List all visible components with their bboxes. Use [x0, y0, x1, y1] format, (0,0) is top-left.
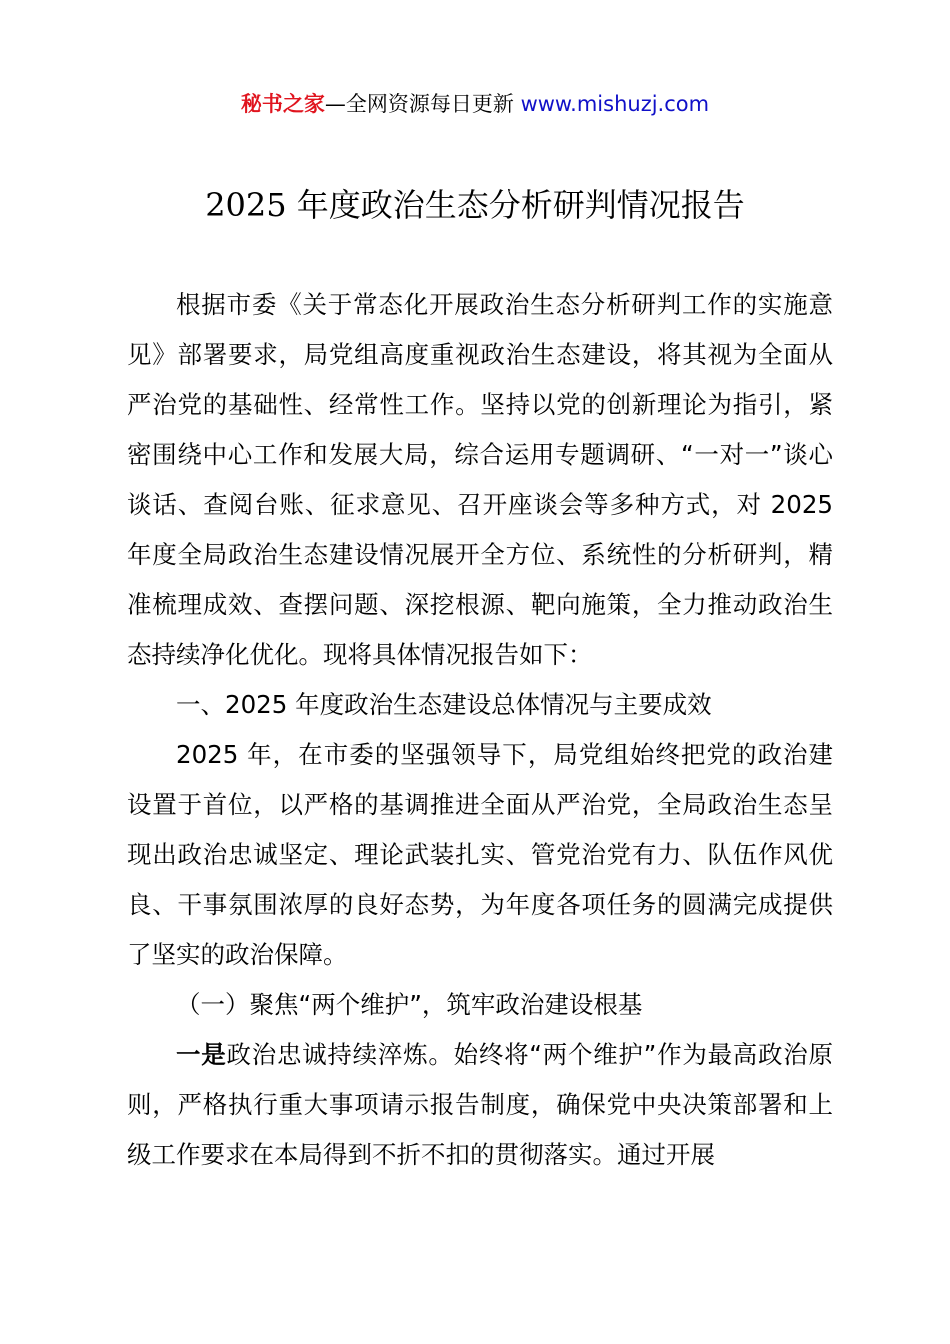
point-1-paragraph — [127, 1030, 833, 1180]
point-1-body: 政治忠诚持续淬炼。始终将“两个维护”作为最高政治原则，严格执行重大事项请示报告制度，确保党中央决策部署和上级工作要求在本局得到不折不扣的贯彻落实。通过开展 — [127, 1040, 834, 1169]
document-title: 2025 年度政治生态分析研判情况报告 — [205, 186, 745, 224]
site-url-link[interactable]: www.mishuzj.com — [520, 92, 710, 116]
header-tagline: —全网资源每日更新 — [324, 92, 521, 116]
brand-name: 秘书之家 — [240, 92, 325, 116]
document-body — [127, 280, 833, 1180]
site-header — [0, 86, 950, 122]
point-1-lead: 一是 — [176, 1040, 227, 1069]
section-1-heading: 一、2025 年度政治生态建设总体情况与主要成效 — [176, 690, 712, 719]
subsection-1-heading: （一）聚焦“两个维护”，筑牢政治建设根基 — [176, 990, 643, 1019]
section-1-paragraph: 2025 年，在市委的坚强领导下，局党组始终把党的政治建设置于首位，以严格的基调推进全面从严治党，全局政治生态呈现出政治忠诚坚定、理论武装扎实、管党治党有力、队伍作风优良、干事氛围浓厚的良好态势，为年度各项任务的圆满完成提供了坚实的政治保障。 — [127, 740, 833, 969]
intro-paragraph: 根据市委《关于常态化开展政治生态分析研判工作的实施意见》部署要求，局党组高度重视政治生态建设，将其视为全面从严治党的基础性、经常性工作。坚持以党的创新理论为指引，紧密围绕中心工作和发展大局，综合运用专题调研、“一对一”谈心谈话、查阅台账、征求意见、召开座谈会等多种方式，对 2025 年度全局政治生态建设情况展开全方位、系统性的分析研判，精准梳理成效、查摆问题、深挖根源、靶向施策，全力推动政治生态持续净化优化。现将具体情况报告如下： — [127, 290, 833, 669]
